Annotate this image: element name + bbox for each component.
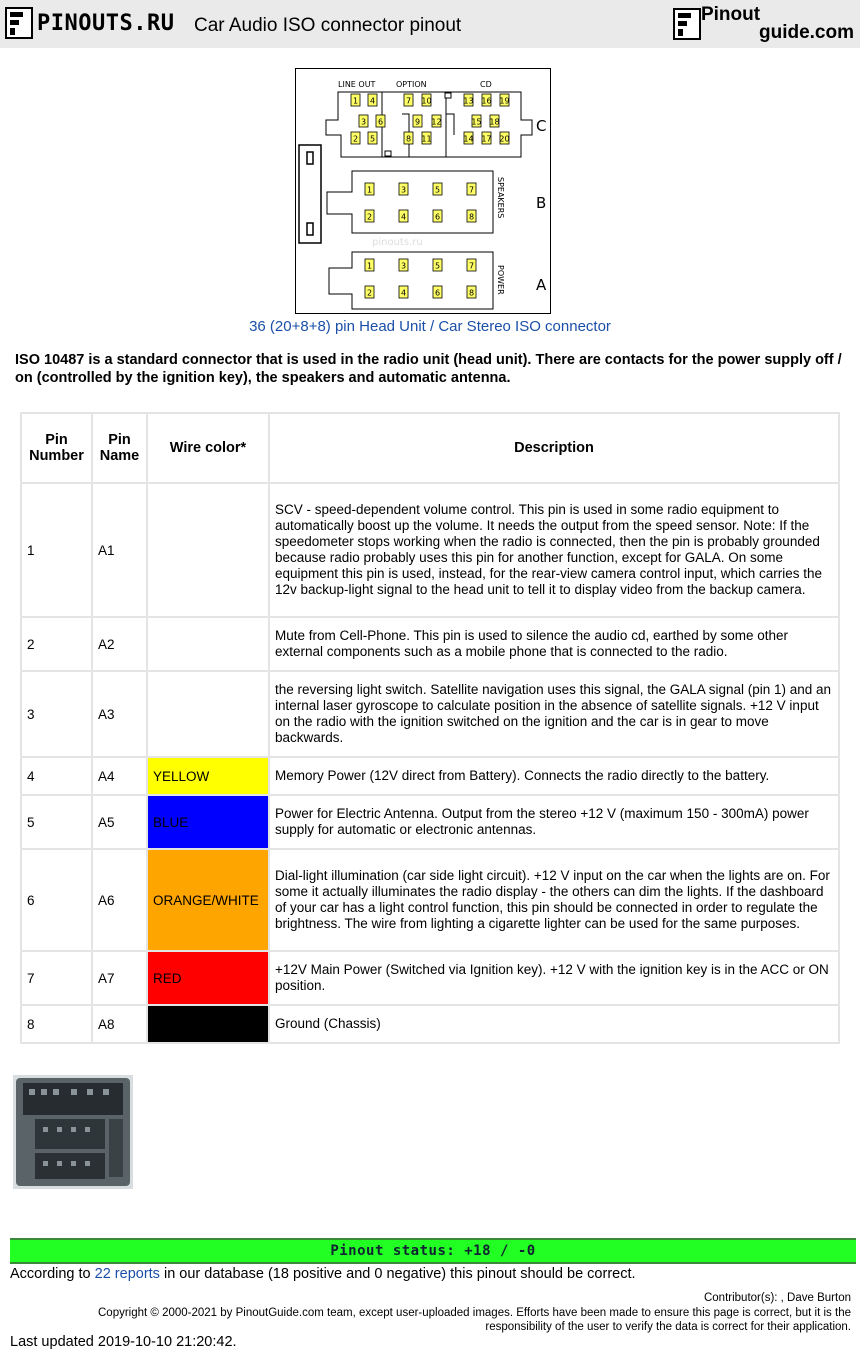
wire-color-cell [147, 483, 269, 617]
block-b-outline [327, 171, 493, 233]
pin-label: 5 [434, 261, 441, 271]
pin-label: 7 [405, 96, 412, 106]
iso-connector-diagram [295, 68, 551, 314]
diagram-watermark: pinouts.ru [372, 237, 423, 248]
pin-label: 8 [405, 134, 412, 144]
right-logo-guide: guide.com [758, 22, 854, 43]
pin-label: 4 [400, 288, 407, 298]
pin-label: 2 [352, 134, 359, 144]
connector-photo [13, 1075, 133, 1189]
latch-slot-top [307, 152, 313, 164]
row-label-a: A [536, 276, 547, 294]
table-row [21, 1005, 839, 1043]
connector-logo-icon [5, 7, 33, 39]
site-header [0, 0, 860, 48]
pin-label: 3 [400, 261, 407, 271]
pin-label: 4 [400, 212, 407, 222]
copyright-notice: Copyright © 2000-2021 by PinoutGuide.com team, except user-uploaded images. Efforts have been made to ensure this page is correct, but it is the responsibility of the user to verify the data is correct for their application. [98, 1307, 851, 1333]
pin-label: 6 [434, 288, 441, 298]
pin-number-cell: 7 [21, 951, 92, 1005]
table-header-row [21, 413, 839, 483]
pinouts-ru-logo[interactable] [5, 7, 174, 39]
connector-diagram-svg [296, 69, 550, 313]
pin-label: 11 [421, 134, 432, 144]
right-logo-pinout: Pinout [700, 4, 761, 25]
pin-label: 4 [369, 96, 376, 106]
pin-label: 9 [414, 117, 421, 127]
table-row [21, 795, 839, 849]
pin-name-cell: A2 [92, 617, 147, 671]
pin-number-cell: 8 [21, 1005, 92, 1043]
table-row [21, 617, 839, 671]
description-cell: SCV - speed-dependent volume control. This pin is used in some radio equipment to automatically boost up the volume. It needs the output from the speed sensor. Note: If the speedometer stops working when the radio is connected, then the pin is probably grounded because radio probably uses this pin for another function, except for GALA. On some equipment this pin is used, instead, for the rear-view camera control input, which carries the 12v backup-light signal to the head unit to tell it to display video from the backup camera. [269, 483, 839, 617]
intro-paragraph: ISO 10487 is a standard connector that is used in the radio unit (head unit). There are contacts for the power supply off / on (controlled by the ignition key), the speakers and automatic antenna. [15, 352, 842, 386]
diagram-caption[interactable]: 36 (20+8+8) pin Head Unit / Car Stereo ISO connector [249, 318, 611, 335]
group-label-line-out: LINE OUT [338, 80, 376, 89]
pin-label: 14 [463, 134, 474, 144]
table-row [21, 671, 839, 757]
header-pin-name: Pin Name [92, 413, 147, 483]
pin-label: 10 [421, 96, 432, 106]
pinout-table-body [21, 483, 839, 1043]
description-cell: +12V Main Power (Switched via Ignition key). +12 V with the ignition key is in the ACC or ON position. [269, 951, 839, 1005]
pin-label: 8 [468, 212, 475, 222]
pin-label: 1 [352, 96, 359, 106]
wire-color-cell: BLUE [147, 795, 269, 849]
description-cell: Ground (Chassis) [269, 1005, 839, 1043]
pin-label: 15 [471, 117, 482, 127]
pin-number-cell: 6 [21, 849, 92, 951]
description-cell: Dial-light illumination (car side light circuit). +12 V input on the car when the lights are on. For some it actually illuminates the radio display - the others can dim the lights. If the dashboard of your car has a light control function, this pin should be connected in order to regulate the brightness. The wire from lighting a cigarette lighter can be used for the same purposes. [269, 849, 839, 951]
description-cell: Mute from Cell-Phone. This pin is used to silence the audio cd, earthed by some other external components such as a mobile phone that is connected to the radio. [269, 617, 839, 671]
reports-summary-pre: According to [10, 1266, 95, 1282]
description-cell: Power for Electric Antenna. Output from the stereo +12 V (maximum 150 - 300mA) power supply for automatic or electronic antennas. [269, 795, 839, 849]
table-row [21, 849, 839, 951]
side-label-speakers: SPEAKERS [496, 177, 505, 219]
pin-label: 5 [434, 185, 441, 195]
contributors: Contributor(s): , Dave Burton [703, 1292, 851, 1304]
pin-label: 8 [468, 288, 475, 298]
pin-label: 19 [499, 96, 510, 106]
header-wire-color: Wire color* [147, 413, 269, 483]
pin-label: 2 [366, 288, 373, 298]
table-row [21, 483, 839, 617]
group-label-option: OPTION [396, 80, 427, 89]
pin-label: 1 [366, 261, 373, 271]
block-c-notch-top [445, 93, 451, 98]
pin-label: 1 [366, 185, 373, 195]
pin-label: 7 [468, 261, 475, 271]
pin-label: 3 [360, 117, 367, 127]
reports-link[interactable]: 22 reports [94, 1266, 160, 1282]
pin-name-cell: A1 [92, 483, 147, 617]
pin-label: 2 [366, 212, 373, 222]
pin-number-cell: 4 [21, 757, 92, 795]
wire-color-cell [147, 671, 269, 757]
pin-label: 6 [377, 117, 384, 127]
pin-label: 3 [400, 185, 407, 195]
description-cell: Memory Power (12V direct from Battery). Connects the radio directly to the battery. [269, 757, 839, 795]
pin-number-cell: 5 [21, 795, 92, 849]
wire-color-cell: ORANGE/WHITE [147, 849, 269, 951]
reports-summary [10, 1266, 636, 1282]
pinoutguide-logo[interactable] [673, 6, 854, 42]
wire-color-cell [147, 617, 269, 671]
table-row [21, 757, 839, 795]
pin-name-cell: A7 [92, 951, 147, 1005]
block-c-notch-bottom [385, 151, 391, 156]
table-row [21, 951, 839, 1005]
wire-color-cell [147, 1005, 269, 1043]
pin-label: 5 [369, 134, 376, 144]
wire-color-cell: YELLOW [147, 757, 269, 795]
pin-number-cell: 2 [21, 617, 92, 671]
page-title: Car Audio ISO connector pinout [194, 15, 462, 36]
pinout-status-bar: Pinout status: +18 / -0 [10, 1238, 856, 1264]
pin-number-cell: 1 [21, 483, 92, 617]
header-pin-number: Pin Number [21, 413, 92, 483]
row-label-b: B [536, 194, 547, 212]
pin-label: 17 [481, 134, 492, 144]
wire-color-cell: RED [147, 951, 269, 1005]
pinoutguide-logo-icon [673, 8, 701, 40]
pin-name-cell: A8 [92, 1005, 147, 1043]
last-updated: Last updated 2019-10-10 21:20:42. [10, 1334, 237, 1350]
pin-label: 13 [463, 96, 474, 106]
header-description: Description [269, 413, 839, 483]
pin-label: 20 [499, 134, 510, 144]
pin-number-cell: 3 [21, 671, 92, 757]
pinout-table [20, 412, 840, 1044]
pin-label: 18 [489, 117, 500, 127]
site-logo-text: PINOUTS.RU [37, 10, 175, 36]
pin-name-cell: A4 [92, 757, 147, 795]
pin-label: 7 [468, 185, 475, 195]
pin-name-cell: A5 [92, 795, 147, 849]
reports-summary-post: in our database (18 positive and 0 negative) this pinout should be correct. [159, 1266, 636, 1282]
pin-label: 6 [434, 212, 441, 222]
pin-name-cell: A3 [92, 671, 147, 757]
row-label-c: C [536, 117, 547, 135]
pin-label: 16 [481, 96, 492, 106]
pin-label: 12 [431, 117, 442, 127]
side-label-power: POWER [496, 265, 505, 295]
latch-slot-bottom [307, 223, 313, 235]
pin-name-cell: A6 [92, 849, 147, 951]
description-cell: the reversing light switch. Satellite navigation uses this signal, the GALA signal (pin 1) and an internal laser gyroscope to calculate position in the absence of satellite signals. +12 V input on the radio with the ignition switched on the ignition and the car is in gear to move backwards. [269, 671, 839, 757]
group-label-cd: CD [480, 80, 492, 89]
